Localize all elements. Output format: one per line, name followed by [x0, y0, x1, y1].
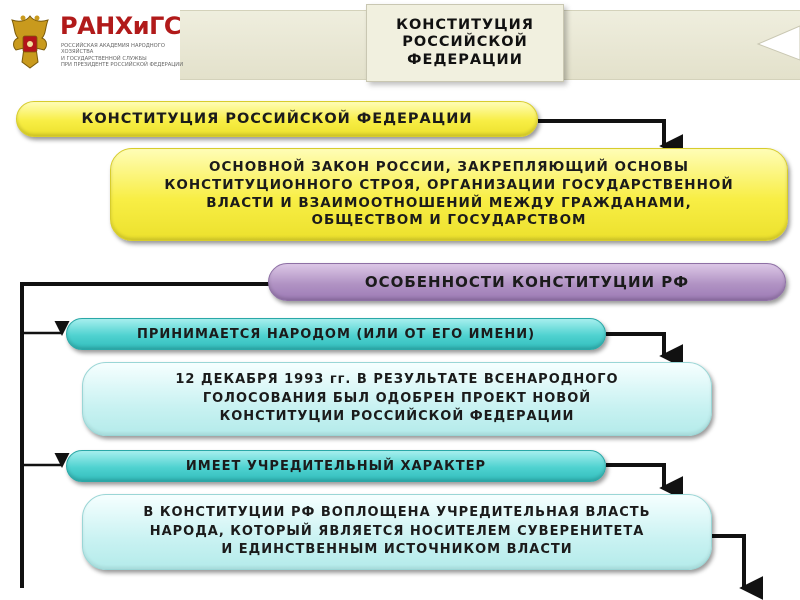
features-label-pill: ОСОБЕННОСТИ КОНСТИТУЦИИ РФ — [268, 263, 786, 301]
constitution-label-pill: КОНСТИТУЦИЯ РОССИЙСКОЙ ФЕДЕРАЦИИ — [16, 101, 538, 137]
feature-1-label-pill: ПРИНИМАЕТСЯ НАРОДОМ (ИЛИ ОТ ЕГО ИМЕНИ) — [66, 318, 606, 350]
feature-2-label-pill: ИМЕЕТ УЧРЕДИТЕЛЬНЫЙ ХАРАКТЕР — [66, 450, 606, 482]
page-title: КОНСТИТУЦИЯ РОССИЙСКОЙ ФЕДЕРАЦИИ — [366, 4, 564, 82]
feature-2-detail-pill: В КОНСТИТУЦИИ РФ ВОПЛОЩЕНА УЧРЕДИТЕЛЬНАЯ ВЛАСТЬ НАРОДА, КОТОРЫЙ ЯВЛЯЕТСЯ НОСИТЕЛЕМ СУВЕРЕНИТЕТА И ЕДИНСТВЕННЫМ ИСТОЧНИКОМ ВЛАСТИ — [82, 494, 712, 570]
logo-subtitle: РОССИЙСКАЯ АКАДЕМИЯ НАРОДНОГО ХОЗЯЙСТВА И ГОСУДАРСТВЕННОЙ СЛУЖБЫ ПРИ ПРЕЗИДЕНТЕ РОССИЙСКОЙ ФЕДЕРАЦИИ — [61, 43, 184, 69]
feature-1-detail-pill: 12 ДЕКАБРЯ 1993 гг. В РЕЗУЛЬТАТЕ ВСЕНАРОДНОГО ГОЛОСОВАНИЯ БЫЛ ОДОБРЕН ПРОЕКТ НОВОЙ КОНСТИТУЦИИ РОССИЙСКОЙ ФЕДЕРАЦИИ — [82, 362, 712, 436]
definition-pill: ОСНОВНОЙ ЗАКОН РОССИИ, ЗАКРЕПЛЯЮЩИЙ ОСНОВЫ КОНСТИТУЦИОННОГО СТРОЯ, ОРГАНИЗАЦИИ ГОСУДАРСТВЕННОЙ ВЛАСТИ И ВЗАИМООТНОШЕНИЙ МЕЖДУ ГРАЖДАНАМИ, ОБЩЕСТВОМ И ГОСУДАРСТВОМ — [110, 148, 788, 241]
logo-name: РАНХиГС — [60, 12, 181, 40]
